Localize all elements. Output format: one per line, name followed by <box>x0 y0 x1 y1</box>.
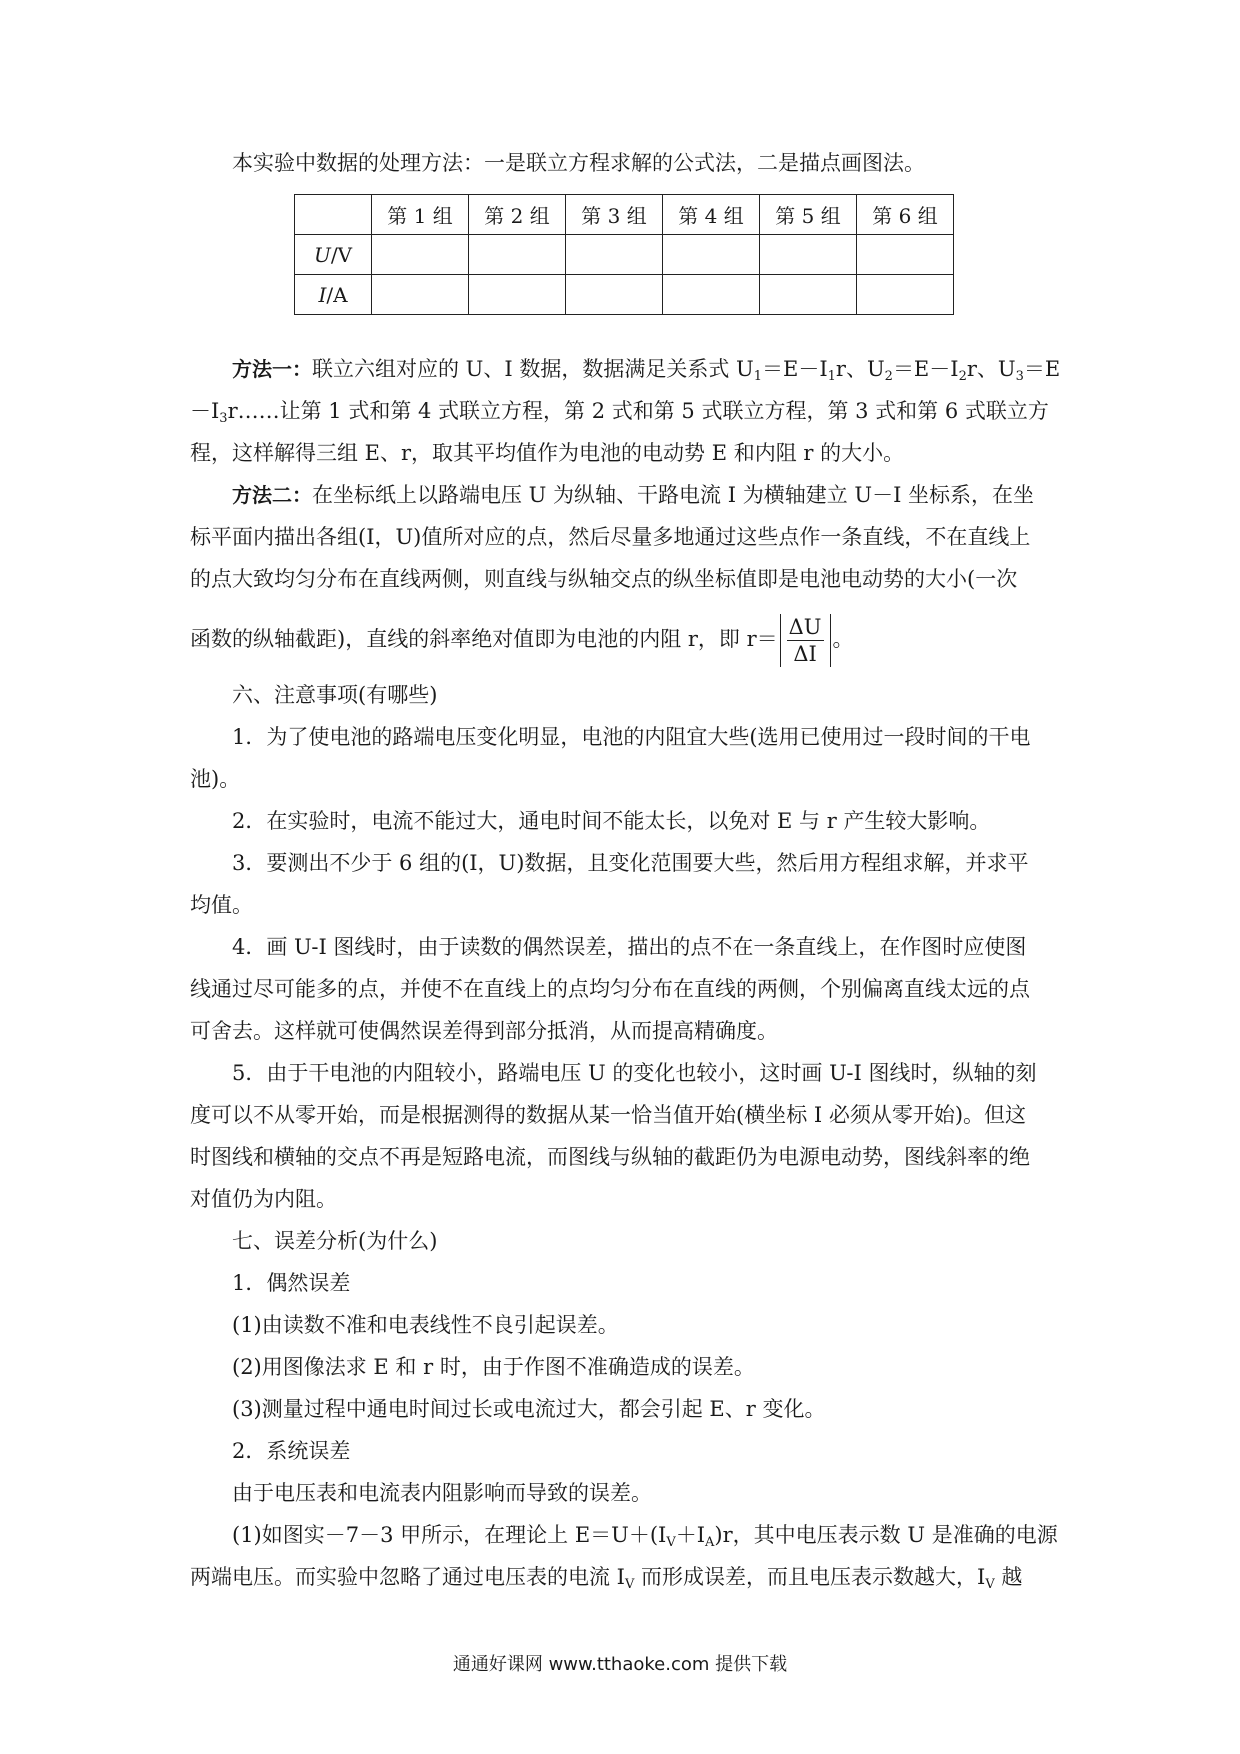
table-header-row <box>295 195 954 235</box>
table-cell <box>857 235 954 275</box>
note-line: 线通过尽可能多的点，并使不在直线上的点均匀分布在直线的两侧，个别偏离直线太远的点 <box>190 977 1030 1001</box>
note-line: 3．要测出不少于 6 组的(I，U)数据，且变化范围要大些，然后用方程组求解，并求平 <box>232 851 1029 875</box>
row-label-current: I/A <box>295 275 372 315</box>
table-cell <box>760 275 857 315</box>
slope-fraction: $\frac{\Delta U}{\Delta I}$ <box>780 614 831 667</box>
intro-text: 本实验中数据的处理方法：一是联立方程求解的公式法，二是描点画图法。 <box>232 151 925 175</box>
table-header-cell: 第 5 组 <box>760 195 857 235</box>
table-corner-cell <box>295 195 372 235</box>
note-line: 时图线和横轴的交点不再是短路电流，而图线与纵轴的截距仍为电源电动势，图线斜率的绝 <box>190 1145 1030 1169</box>
note-line: 1．为了使电池的路端电压变化明显，电池的内阻宜大些(选用已使用过一段时间的干电 <box>232 725 1031 749</box>
method2-line4: 函数的纵轴截距)，直线的斜率绝对值即为电池的内阻 r，即 r＝ $\frac{\Delta U}{\Delta I}$ 。 <box>190 615 854 666</box>
error-item: (1)由读数不准和电表线性不良引起误差。 <box>232 1313 619 1337</box>
table-row <box>295 235 954 275</box>
table-cell <box>663 275 760 315</box>
table-cell <box>566 275 663 315</box>
error-item: (2)用图像法求 E 和 r 时，由于作图不准确造成的误差。 <box>232 1355 755 1379</box>
note-line: 5．由于干电池的内阻较小，路端电压 U 的变化也较小，这时画 U-I 图线时，纵轴的刻 <box>232 1061 1037 1085</box>
note-line: 度可以不从零开始，而是根据测得的数据从某一恰当值开始(横坐标 I 必须从零开始)。但这 <box>190 1103 1027 1127</box>
table-header-cell: 第 6 组 <box>857 195 954 235</box>
note-line: 池)。 <box>190 767 241 791</box>
table-cell <box>372 235 469 275</box>
systematic-line2: 两端电压。而实验中忽略了通过电压表的电流 $I_V$ 而形成误差，而且电压表示数越大，$I_V$ 越 <box>190 1565 1023 1592</box>
table-header-cell: 第 1 组 <box>372 195 469 235</box>
table-header-cell: 第 3 组 <box>566 195 663 235</box>
section7-title: 七、误差分析(为什么) <box>232 1229 438 1253</box>
note-line: 2．在实验时，电流不能过大，通电时间不能太长，以免对 E 与 r 产生较大影响。 <box>232 809 991 833</box>
method2-title: 方法二： <box>232 483 312 507</box>
table-cell <box>469 235 566 275</box>
method2-line3: 的点大致均匀分布在直线两侧，则直线与纵轴交点的纵坐标值即是电池电动势的大小(一次 <box>190 567 1018 591</box>
note-line: 4．画 U-I 图线时，由于读数的偶然误差，描出的点不在一条直线上，在作图时应使图 <box>232 935 1027 959</box>
section6-title: 六、注意事项(有哪些) <box>232 683 438 707</box>
data-table <box>294 194 954 315</box>
random-error-title: 1．偶然误差 <box>232 1271 351 1295</box>
table-cell <box>760 235 857 275</box>
error-item: (3)测量过程中通电时间过长或电流过大，都会引起 E、r 变化。 <box>232 1397 826 1421</box>
systematic-line1: (1)如图实－7－3 甲所示，在理论上 $E=U+(I_V+I_A)r$，其中电压表示数 U 是准确的电源 <box>232 1523 1058 1550</box>
note-line: 可舍去。这样就可使偶然误差得到部分抵消，从而提高精确度。 <box>190 1019 778 1043</box>
table-cell <box>663 235 760 275</box>
table-cell <box>469 275 566 315</box>
table-row <box>295 275 954 315</box>
note-line: 对值仍为内阻。 <box>190 1187 337 1211</box>
note-line: 均值。 <box>190 893 253 917</box>
method1-line1: 方法一：联立六组对应的 U、I 数据，数据满足关系式 $U_1=E-I_1r$、$U_2=E-I_2r$、$U_3=E$ <box>232 357 1061 384</box>
method1-line3: 程，这样解得三组 E、r，取其平均值作为电池的电动势 E 和内阻 r 的大小。 <box>190 441 905 465</box>
method1-title: 方法一： <box>232 357 312 381</box>
method2-line1: 方法二：在坐标纸上以路端电压 U 为纵轴、干路电流 I 为横轴建立 U－I 坐标系，在坐 <box>232 483 1035 507</box>
table-cell <box>372 275 469 315</box>
method1-line2: $-I_3r\dots\dots$让第 1 式和第 4 式联立方程，第 2 式和第 5 式联立方程，第 3 式和第 6 式联立方 <box>190 399 1049 426</box>
table-header-cell: 第 4 组 <box>663 195 760 235</box>
table-cell <box>566 235 663 275</box>
table-header-cell: 第 2 组 <box>469 195 566 235</box>
systematic-error-intro: 由于电压表和电流表内阻影响而导致的误差。 <box>232 1481 652 1505</box>
table-cell <box>857 275 954 315</box>
page-footer: 通通好课网 www.tthaoke.com 提供下载 <box>452 1654 788 1675</box>
row-label-voltage: U/V <box>295 235 372 275</box>
systematic-error-title: 2．系统误差 <box>232 1439 351 1463</box>
method2-line2: 标平面内描出各组(I，U)值所对应的点，然后尽量多地通过这些点作一条直线，不在直线上 <box>190 525 1031 549</box>
